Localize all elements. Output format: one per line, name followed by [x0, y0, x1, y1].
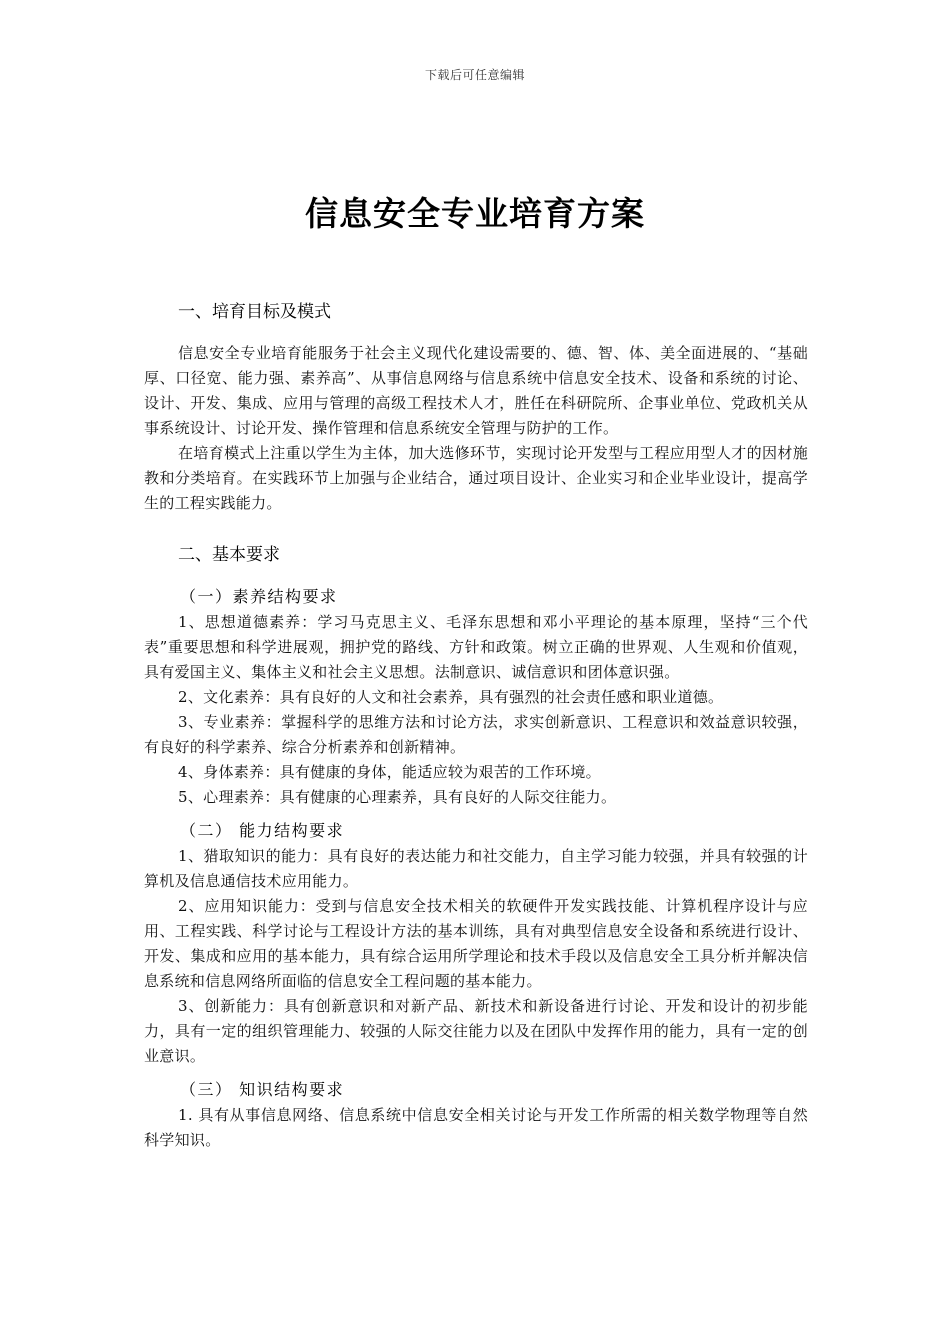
subsection-heading-knowledge: （三） 知识结构要求	[180, 1080, 345, 1099]
document-body	[144, 295, 808, 1153]
paragraph: 2、文化素养：具有良好的人文和社会素养，具有强烈的社会责任感和职业道德。	[178, 688, 724, 706]
section-heading-requirements: 二、基本要求	[178, 545, 280, 565]
paragraph: 3、创新能力：具有创新意识和对新产品、新技术和新设备进行讨论、开发和设计的初步能力，具有一定的组织管理能力、较强的人际交往能力以及在团队中发挥作用的能力，具有一定的创业意识。	[144, 997, 808, 1065]
paragraph: 1. 具有从事信息网络、信息系统中信息安全相关讨论与开发工作所需的相关数学物理等自然科学知识。	[144, 1106, 808, 1149]
paragraph: 4、身体素养：具有健康的身体，能适应较为艰苦的工作环境。	[178, 763, 601, 781]
paragraph: 1、猎取知识的能力：具有良好的表达能力和社交能力，自主学习能力较强，并具有较强的计算机及信息通信技术应用能力。	[144, 847, 808, 890]
subsection-heading-ability: （二） 能力结构要求	[180, 821, 345, 840]
paragraph: 5、心理素养：具有健康的心理素养，具有良好的人际交往能力。	[178, 788, 617, 806]
header-note: 下载后可任意编辑	[424, 68, 525, 82]
document-title: 信息安全专业培育方案	[305, 194, 645, 233]
paragraph: 3、专业素养：掌握科学的思维方法和讨论方法，求实创新意识、工程意识和效益意识较强，有良好的科学素养、综合分析素养和创新精神。	[144, 713, 808, 756]
paragraph: 1、思想道德素养：学习马克思主义、毛泽东思想和邓小平理论的基本原理，坚持“三个代表”重要思想和科学进展观，拥护党的路线、方针和政策。树立正确的世界观、人生观和价值观，具有爱国主义、集体主义和社会主义思想。法制意识、诚信意识和团体意识强。	[144, 613, 808, 681]
subsection-heading-quality: （一）素养结构要求	[180, 587, 338, 606]
paragraph: 在培育模式上注重以学生为主体，加大选修环节，实现讨论开发型与工程应用型人才的因材施教和分类培育。在实践环节上加强与企业结合，通过项目设计、企业实习和企业毕业设计，提高学生的工程实践能力。	[144, 444, 808, 512]
paragraph: 信息安全专业培育能服务于社会主义现代化建设需要的、德、智、体、美全面进展的、“基础厚、口径宽、能力强、素养高”、从事信息网络与信息系统中信息安全技术、设备和系统的讨论、设计、开发、集成、应用与管理的高级工程技术人才，胜任在科研院所、企事业单位、党政机关从事系统设计、讨论开发、操作管理和信息系统安全管理与防护的工作。	[144, 344, 808, 437]
paragraph: 2、应用知识能力：受到与信息安全技术相关的软硬件开发实践技能、计算机程序设计与应用、工程实践、科学讨论与工程设计方法的基本训练，具有对典型信息安全设备和系统进行设计、开发、集成和应用的基本能力，具有综合运用所学理论和技术手段以及信息安全工具分析并解决信息系统和信息网络所面临的信息安全工程问题的基本能力。	[144, 897, 808, 990]
section-heading-goals: 一、培育目标及模式	[178, 302, 331, 322]
